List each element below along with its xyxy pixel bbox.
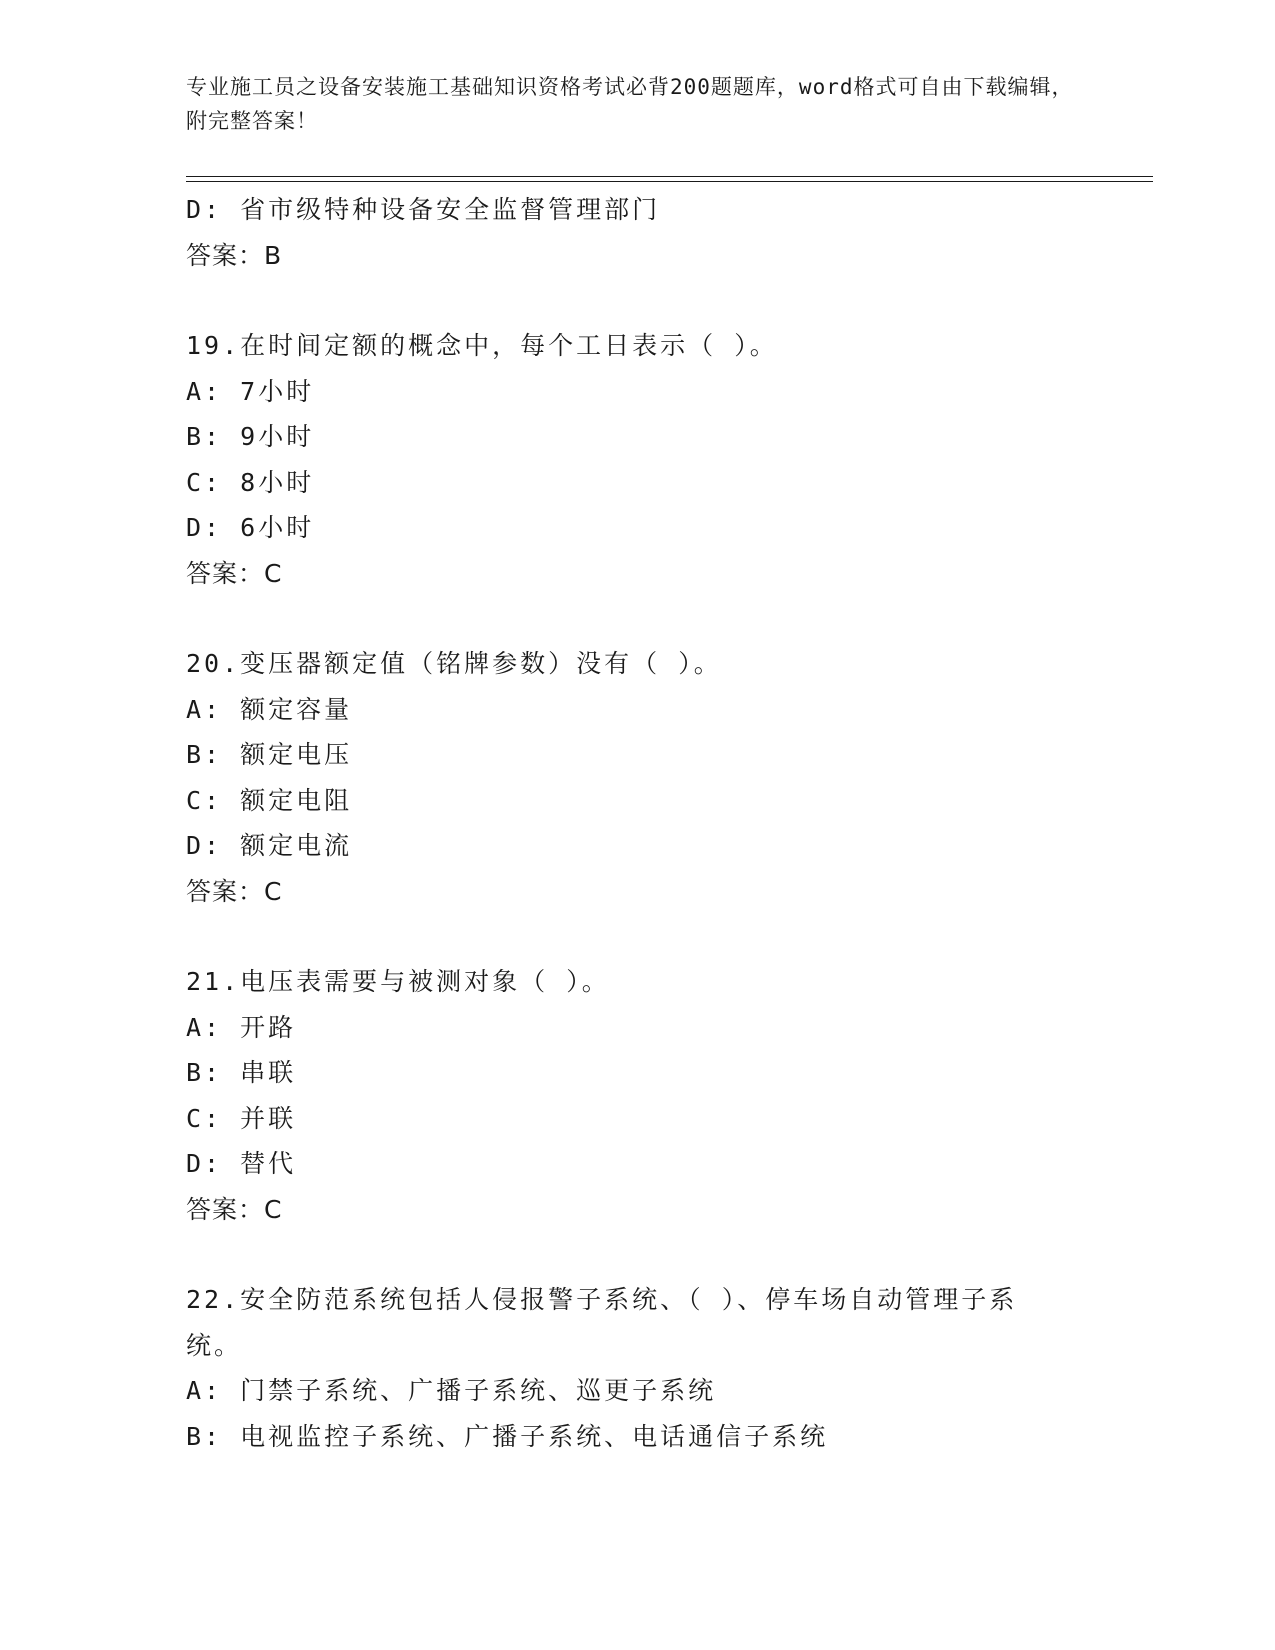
header-rule-top	[186, 176, 1153, 177]
prev-answer: 答案：B	[186, 240, 283, 270]
option-d: D: 替代	[186, 1149, 297, 1178]
option-b: B: 串联	[186, 1058, 297, 1087]
option-a: A: 额定容量	[186, 694, 353, 724]
question-stem: 22.安全防范系统包括人侵报警子系统、（ ）、停车场自动管理子系统。	[186, 1285, 1018, 1360]
option-a: A: 7小时	[186, 376, 315, 406]
option-d: D: 6小时	[186, 513, 315, 542]
prev-option-d: D: 省市级特种设备安全监督管理部门	[186, 195, 661, 224]
document-header-title: 专业施工员之设备安装施工基础知识资格考试必背200题题库，word格式可自由下载编辑，附完整答案！	[186, 75, 1074, 133]
question-21	[186, 959, 1086, 1232]
option-b: B: 额定电压	[186, 740, 353, 769]
question-stem: 20.变压器额定值（铭牌参数）没有（ ）。	[186, 649, 722, 678]
option-c: C: 8小时	[186, 467, 315, 497]
option-a: A: 门禁子系统、广播子系统、巡更子系统	[186, 1376, 717, 1405]
option-c: C: 额定电阻	[186, 785, 353, 815]
option-d: D: 额定电流	[186, 831, 353, 860]
question-19	[186, 323, 1086, 596]
document-content	[186, 187, 1086, 1459]
question-20	[186, 641, 1086, 914]
question-answer: 答案：C	[186, 876, 283, 906]
option-a: A: 开路	[186, 1012, 297, 1042]
question-stem: 21.电压表需要与被测对象（ ）。	[186, 967, 610, 996]
header-rule-bottom	[186, 181, 1153, 182]
question-22	[186, 1277, 1086, 1459]
option-c: C: 并联	[186, 1103, 297, 1133]
question-answer: 答案：C	[186, 558, 283, 588]
option-b: B: 电视监控子系统、广播子系统、电话通信子系统	[186, 1421, 829, 1451]
question-stem: 19.在时间定额的概念中，每个工日表示（ ）。	[186, 331, 778, 360]
option-b: B: 9小时	[186, 422, 315, 451]
question-answer: 答案：C	[186, 1194, 283, 1224]
